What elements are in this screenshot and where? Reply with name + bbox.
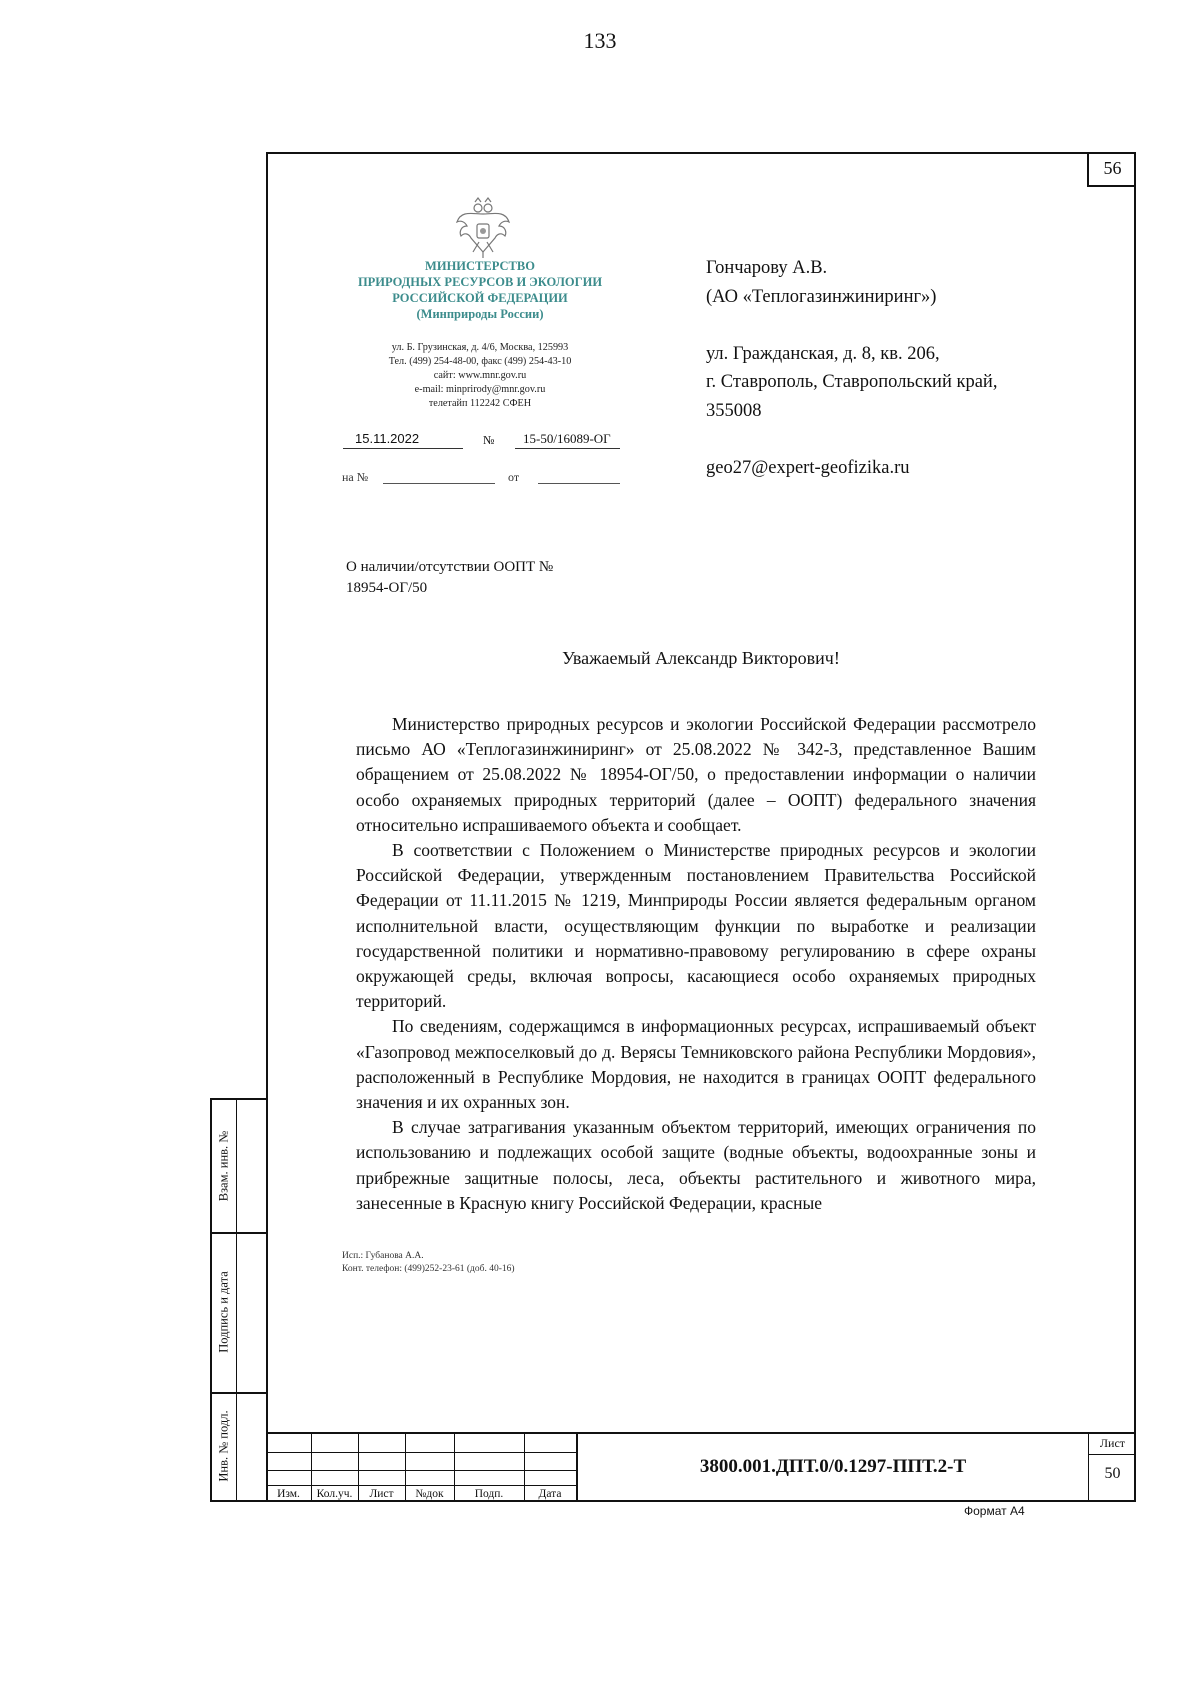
side-stamp-label: Взам. инв. № xyxy=(216,1130,231,1202)
recipient-line: ул. Гражданская, д. 8, кв. 206, xyxy=(706,343,940,364)
format-label: Формат А4 xyxy=(964,1504,1025,1518)
subject-line: 18954-ОГ/50 xyxy=(346,580,428,596)
reference-date-line xyxy=(538,483,620,484)
sheet-box-number: 56 xyxy=(1087,152,1136,187)
title-block-column-label: Лист xyxy=(369,1488,394,1500)
executor-info xyxy=(342,1250,515,1276)
contact-line: e-mail: minprirody@mnr.gov.ru xyxy=(414,384,546,395)
ministry-line: (Минприроды России) xyxy=(416,307,544,321)
registration-number: 15-50/16089-ОГ xyxy=(515,431,620,449)
recipient-line xyxy=(706,425,997,454)
page-number: 133 xyxy=(583,28,617,53)
reference-number-line xyxy=(383,483,495,484)
contact-line: Тел. (499) 254-48-00, факс (499) 254-43-10 xyxy=(388,356,572,367)
executor-line: Конт. телефон: (499)252-23-61 (доб. 40-16) xyxy=(342,1264,515,1274)
executor-line: Исп.: Губанова А.А. xyxy=(342,1251,424,1261)
recipient-email: geo27@expert-geofizika.ru xyxy=(706,457,910,478)
contact-line: сайт: www.mnr.gov.ru xyxy=(433,370,527,381)
document-code: 3800.001.ДПТ.0/0.1297-ППТ.2-Т xyxy=(576,1432,1088,1502)
registration-date: 15.11.2022 xyxy=(343,431,463,449)
title-block-revision-grid xyxy=(266,1432,576,1502)
letter-subject xyxy=(346,557,606,599)
title-block-sheet xyxy=(1088,1432,1136,1502)
ministry-line: ПРИРОДНЫХ РЕСУРСОВ И ЭКОЛОГИИ xyxy=(357,275,603,289)
body-paragraph: Министерство природных ресурсов и экологии Российской Федерации рассмотрело письмо АО «Теплогазинжиниринг» от 25.08.2022 № 342-3, представленное Вашим обращением от 25.08.2022 № 18954-ОГ/50, о предоставлении информации о наличии особо охраняемых природных территорий (далее – ООПТ) федерального значения относительно испрашиваемого объекта и сообщает. xyxy=(356,714,1036,835)
contact-line: телетайп 112242 СФЕН xyxy=(428,398,532,409)
letter-body xyxy=(356,712,1036,1216)
reference-number-label: на № xyxy=(342,470,369,484)
registration-number-label: № xyxy=(483,433,495,447)
contact-line: ул. Б. Грузинская, д. 4/6, Москва, 125993 xyxy=(391,342,569,353)
coat-of-arms-icon xyxy=(453,196,513,260)
body-paragraph: В соответствии с Положением о Министерстве природных ресурсов и экологии Российской Федерации, утвержденным постановлением Правительства Российской Федерации от 11.11.2015 № 1219, Минприроды России является федеральным органом исполнительной власти, осуществляющим функции по выработке и реализации государственной политики и нормативно-правовому регулированию в сфере охраны окружающей среды, включая вопросы, касающиеся особо охраняемых природных территорий. xyxy=(356,840,1036,1012)
ministry-line: РОССИЙСКОЙ ФЕДЕРАЦИИ xyxy=(392,291,568,305)
recipient-line xyxy=(706,311,997,340)
body-paragraph: По сведениям, содержащимся в информационных ресурсах, испрашиваемый объект «Газопровод межпоселковый до д. Верясы Темниковского района Республики Мордовия», расположенный в Республике Мордовия, не находится в границах ООПТ федерального значения и их охранных зон. xyxy=(356,1016,1036,1113)
title-block-column-label: №док xyxy=(415,1488,444,1500)
side-stamp-label: Инв. № подл. xyxy=(216,1410,231,1482)
sheet-number: 50 xyxy=(1104,1465,1121,1482)
ministry-name xyxy=(330,258,630,322)
subject-line: О наличии/отсутствии ООПТ № xyxy=(346,559,554,575)
side-stamp-signature xyxy=(210,1232,268,1394)
sheet-label: Лист xyxy=(1099,1436,1126,1450)
ministry-line: МИНИСТЕРСТВО xyxy=(425,259,535,273)
title-block-column-label: Дата xyxy=(538,1488,562,1500)
recipient-block xyxy=(706,254,997,482)
title-block-column-label: Подп. xyxy=(474,1488,504,1500)
recipient-line: Гончарову А.В. xyxy=(706,258,828,278)
title-block-column-label: Изм. xyxy=(277,1488,300,1500)
ministry-contacts xyxy=(330,341,630,411)
greeting: Уважаемый Александр Викторович! xyxy=(562,648,840,668)
body-paragraph: В случае затрагивания указанным объектом территорий, имеющих ограничения по использованию и подлежащих особой защите (водные объекты, водоохранные зоны и прибрежные защитные полосы, леса, объекты растительного и животного мира, занесенные в Красную книгу Российской Федерации, красные xyxy=(356,1117,1036,1213)
side-stamp-replacement xyxy=(210,1098,268,1234)
title-block-column-label: Кол.уч. xyxy=(316,1488,353,1500)
recipient-line: г. Ставрополь, Ставропольский край, xyxy=(706,372,998,392)
recipient-line: 355008 xyxy=(706,400,762,421)
side-stamp-label: Подпись и дата xyxy=(216,1271,231,1353)
side-stamp-original xyxy=(210,1392,268,1502)
reference-date-label: от xyxy=(508,470,520,484)
recipient-line: (АО «Теплогазинжиниринг») xyxy=(706,286,937,307)
